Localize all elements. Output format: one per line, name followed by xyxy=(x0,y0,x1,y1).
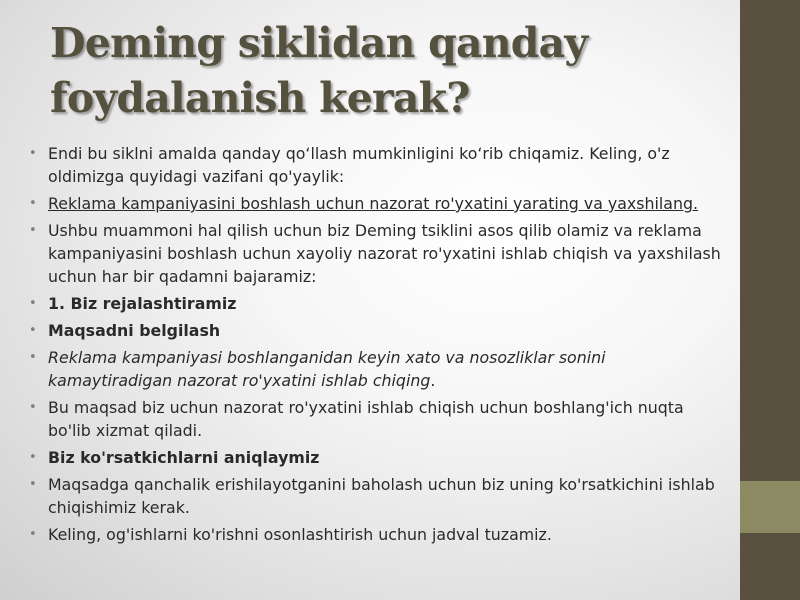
slide-title-line-2: foydalanish kerak? xyxy=(50,74,470,122)
bullet-dot-icon: • xyxy=(29,527,37,542)
bullet-item xyxy=(27,142,722,188)
bullet-list xyxy=(27,142,722,550)
bullet-item xyxy=(27,192,722,215)
bullet-text: Maqsadni belgilash xyxy=(48,321,221,340)
bullet-item xyxy=(27,523,722,546)
bullet-item xyxy=(27,219,722,288)
bullet-text: Reklama kampaniyasi boshlanganidan keyin xato va nosozliklar sonini kamaytiradigan nazorat ro'yxatini ishlab chiqing xyxy=(48,348,606,390)
bullet-item xyxy=(27,446,722,469)
bullet-dot-icon: • xyxy=(29,323,37,338)
bullet-text: Endi bu siklni amalda qanday qo‘llash mumkinligini ko‘rib chiqamiz. Keling, o'z oldimizga quyidagi vazifani qo'yaylik: xyxy=(48,144,670,186)
bullet-item xyxy=(27,473,722,519)
bullet-dot-icon: • xyxy=(29,450,37,465)
bullet-dot-icon: • xyxy=(29,223,37,238)
bullet-dot-icon: • xyxy=(29,296,37,311)
decorative-sidebar-accent xyxy=(740,481,800,533)
bullet-dot-icon: • xyxy=(29,400,37,415)
bullet-text: Reklama kampaniyasini boshlash uchun nazorat ro'yxatini yarating va yaxshilang. xyxy=(48,194,699,213)
bullet-text: Biz ko'rsatkichlarni aniqlaymiz xyxy=(48,448,320,467)
bullet-text: Bu maqsad biz uchun nazorat ro'yxatini ishlab chiqish uchun boshlang'ich nuqta bo'lib xizmat qiladi. xyxy=(48,398,684,440)
slide-title xyxy=(50,16,730,126)
bullet-dot-icon: • xyxy=(29,146,37,161)
bullet-text: 1. Biz rejalashtiramiz xyxy=(48,294,237,313)
bullet-item xyxy=(27,292,722,315)
slide-title-line-1: Deming siklidan qanday xyxy=(50,19,588,67)
bullet-text-suffix: . xyxy=(430,371,436,390)
bullet-item xyxy=(27,396,722,442)
bullet-dot-icon: • xyxy=(29,477,37,492)
bullet-item xyxy=(27,346,722,392)
bullet-text: Maqsadga qanchalik erishilayotganini baholash uchun biz uning ko'rsatkichini ishlab chiqishimiz kerak. xyxy=(48,475,715,517)
bullet-item xyxy=(27,319,722,342)
bullet-text: Ushbu muammoni hal qilish uchun biz Deming tsiklini asos qilib olamiz va reklama kampaniyasini boshlash uchun xayoliy nazorat ro'yxatini ishlab chiqish va yaxshilash uchun har bir qadamni bajaramiz: xyxy=(48,221,721,286)
bullet-text: Keling, og'ishlarni ko'rishni osonlashtirish uchun jadval tuzamiz. xyxy=(48,525,552,544)
bullet-dot-icon: • xyxy=(29,350,37,365)
bullet-dot-icon: • xyxy=(29,196,37,211)
